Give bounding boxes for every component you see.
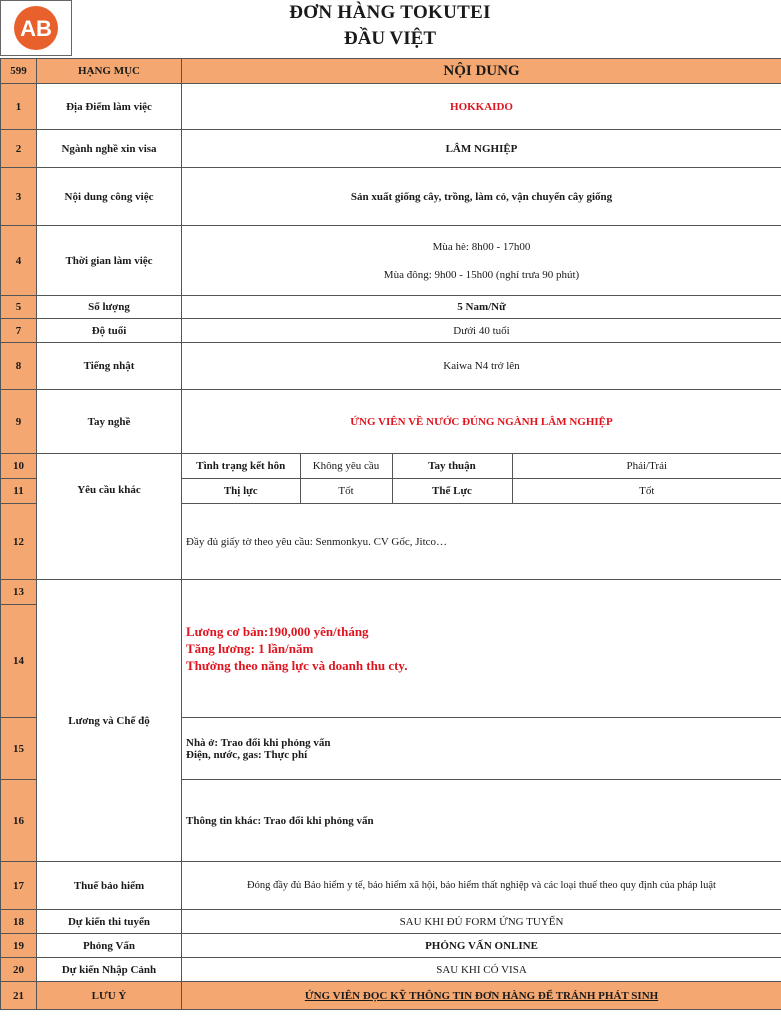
- row-number: 18: [1, 910, 37, 934]
- table-row: [1, 934, 781, 958]
- row-label: Địa Điểm làm việc: [37, 84, 182, 130]
- ab-logo-icon: [8, 3, 64, 53]
- interview-type: PHỎNG VẤN ONLINE: [182, 934, 781, 958]
- skill-requirement: ỨNG VIÊN VỀ NƯỚC ĐÚNG NGÀNH LÂM NGHIỆP: [182, 390, 781, 454]
- row-number: 21: [1, 982, 37, 1010]
- table-row: [1, 862, 781, 910]
- table-row: [1, 226, 781, 296]
- header-item: HẠNG MỤC: [37, 59, 182, 84]
- row-number: 16: [1, 780, 37, 862]
- row-number: 4: [1, 226, 37, 296]
- requirements-subtable: [182, 454, 781, 478]
- row-label: Nội dung công việc: [37, 168, 182, 226]
- housing-info: Nhà ở: Trao đổi khi phỏng vấn: [186, 736, 331, 749]
- marital-status-label: Tình trạng kết hôn: [182, 454, 300, 478]
- row-number: 2: [1, 130, 37, 168]
- documents-requirement: Đầy đủ giấy tờ theo yêu cầu: Senmonkyu. CV Gốc, Jitco…: [182, 504, 781, 580]
- eyesight-value: Tốt: [300, 479, 392, 503]
- table-row: [1, 343, 781, 390]
- row-label: Lương và Chế độ: [37, 580, 182, 862]
- table-row: [1, 454, 781, 479]
- row-number: 9: [1, 390, 37, 454]
- row-number: 1: [1, 84, 37, 130]
- exam-schedule: SAU KHI ĐỦ FORM ỨNG TUYỂN: [182, 910, 781, 934]
- table-row: [1, 580, 781, 605]
- table-row: [1, 296, 781, 319]
- table-row: [1, 319, 781, 343]
- important-note: ỨNG VIÊN ĐỌC KỸ THÔNG TIN ĐƠN HÀNG ĐỂ TRÁNH PHÁT SINH: [182, 982, 781, 1010]
- row-label: Ngành nghề xin visa: [37, 130, 182, 168]
- row-number: 17: [1, 862, 37, 910]
- row-number: 7: [1, 319, 37, 343]
- document-subtitle: ĐẦU VIỆT: [343, 28, 437, 49]
- row-number: 8: [1, 343, 37, 390]
- tax-insurance: Đóng đầy đủ Bảo hiểm y tế, bảo hiểm xã hội, bảo hiểm thất nghiệp và các loại thuế theo quy định của pháp luật: [182, 862, 781, 910]
- row-number: 10: [1, 454, 37, 479]
- utilities-info: Điện, nước, gas: Thực phí: [186, 748, 308, 761]
- winter-hours: Mùa đông: 9h00 - 15h00 (nghỉ trưa 90 phút): [383, 268, 580, 281]
- row-number: 15: [1, 718, 37, 780]
- row-label: Thời gian làm việc: [37, 226, 182, 296]
- fitness-label: Thể Lực: [392, 479, 512, 503]
- fitness-value: Tốt: [512, 479, 781, 503]
- other-benefits: Thông tin khác: Trao đổi khi phỏng vấn: [182, 780, 781, 862]
- document-header: [0, 0, 781, 58]
- other-requirements-line-1: [182, 454, 781, 479]
- row-label: Tiếng nhật: [37, 343, 182, 390]
- logo-text: AB: [20, 16, 52, 41]
- working-hours: [182, 226, 781, 296]
- header-content: NỘI DUNG: [182, 59, 781, 84]
- table-row: [1, 390, 781, 454]
- document-title: ĐƠN HÀNG TOKUTEI: [289, 2, 491, 23]
- summer-hours: Mùa hè: 8h00 - 17h00: [432, 240, 531, 253]
- row-number: 12: [1, 504, 37, 580]
- work-location: HOKKAIDO: [182, 84, 781, 130]
- quantity: 5 Nam/Nữ: [182, 296, 781, 319]
- row-label: Số lượng: [37, 296, 182, 319]
- row-number: 3: [1, 168, 37, 226]
- marital-status-value: Không yêu cầu: [300, 454, 392, 478]
- base-salary: Lương cơ bản:190,000 yên/tháng: [186, 624, 369, 639]
- bonus-policy: Thưởng theo năng lực và doanh thu cty.: [186, 658, 408, 673]
- age-requirement: Dưới 40 tuổi: [182, 319, 781, 343]
- row-label: LƯU Ý: [37, 982, 182, 1010]
- row-number: 20: [1, 958, 37, 982]
- table-header-row: [1, 59, 781, 84]
- handedness-label: Tay thuận: [392, 454, 512, 478]
- requirements-subtable: [182, 479, 781, 503]
- job-description: Sản xuất giống cây, trồng, làm cỏ, vận chuyển cây giống: [182, 168, 781, 226]
- visa-field: LÂM NGHIỆP: [182, 130, 781, 168]
- row-number: 11: [1, 479, 37, 504]
- header-number: 599: [1, 59, 37, 84]
- job-details-table: [0, 58, 781, 1010]
- row-label: Yêu cầu khác: [37, 454, 182, 580]
- row-label: Độ tuổi: [37, 319, 182, 343]
- row-label: Dự kiến thi tuyển: [37, 910, 182, 934]
- row-label: Dự kiến Nhập Cảnh: [37, 958, 182, 982]
- table-row: [1, 982, 781, 1010]
- row-number: 14: [1, 605, 37, 718]
- company-logo: [0, 0, 72, 56]
- row-number: 5: [1, 296, 37, 319]
- other-requirements-line-2: [182, 479, 781, 504]
- handedness-value: Phải/Trái: [512, 454, 781, 478]
- row-label: Phỏng Vấn: [37, 934, 182, 958]
- housing-utilities: [182, 718, 781, 780]
- entry-schedule: SAU KHI CÓ VISA: [182, 958, 781, 982]
- table-row: [1, 84, 781, 130]
- row-label: Thuế bảo hiểm: [37, 862, 182, 910]
- salary-raise: Tăng lương: 1 lần/năm: [186, 641, 314, 656]
- row-number: 19: [1, 934, 37, 958]
- row-number: 13: [1, 580, 37, 605]
- japanese-level: Kaiwa N4 trở lên: [182, 343, 781, 390]
- table-row: [1, 130, 781, 168]
- row-label: Tay nghề: [37, 390, 182, 454]
- eyesight-label: Thị lực: [182, 479, 300, 503]
- table-row: [1, 910, 781, 934]
- table-row: [1, 958, 781, 982]
- table-row: [1, 168, 781, 226]
- salary-details: [182, 580, 781, 718]
